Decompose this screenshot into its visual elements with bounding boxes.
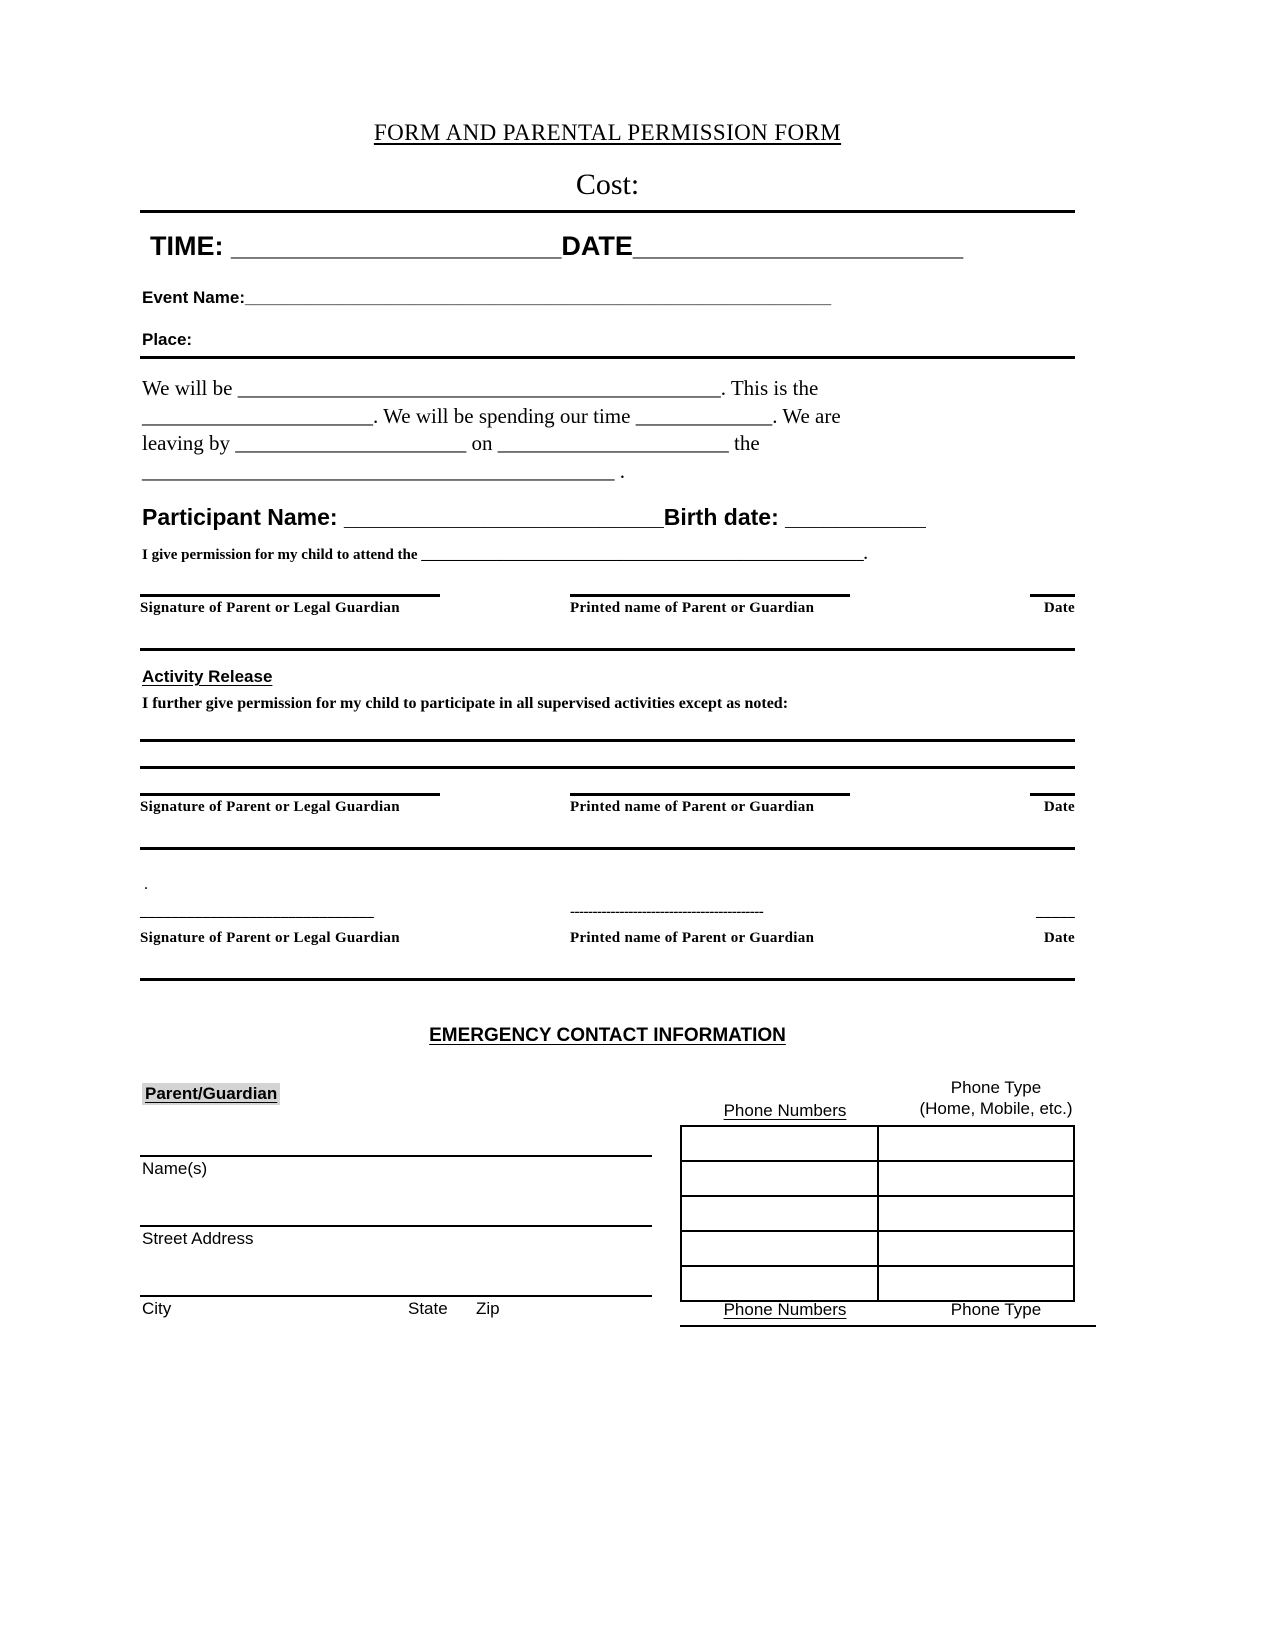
- table-row: [681, 1266, 1074, 1301]
- phone-type-cell[interactable]: [878, 1161, 1075, 1196]
- place-label: Place:: [142, 330, 193, 349]
- printed-name-rule-2[interactable]: [570, 793, 850, 796]
- phone-numbers-header: Phone Numbers: [723, 1100, 847, 1120]
- signature-underscore-rule-3[interactable]: ______________________________: [140, 903, 374, 920]
- phone-type-footer: Phone Type: [950, 1299, 1042, 1319]
- date-caption-3: Date: [1043, 929, 1075, 946]
- divider-place: [140, 356, 1075, 359]
- printed-name-caption-3: Printed name of Parent or Guardian: [570, 929, 815, 946]
- phone-number-cell[interactable]: [681, 1231, 878, 1266]
- phone-number-cell[interactable]: [681, 1161, 878, 1196]
- table-row: [681, 1196, 1074, 1231]
- page-title-text: FORM AND PARENTAL PERMISSION FORM: [373, 120, 842, 145]
- phone-type-cell[interactable]: [878, 1231, 1075, 1266]
- divider-signature-1: [140, 648, 1075, 651]
- signature-caption-2: Signature of Parent or Legal Guardian: [140, 798, 400, 815]
- time-date-line[interactable]: TIME: ______________________DATE______________________: [150, 231, 964, 261]
- phone-type-cell[interactable]: [878, 1126, 1075, 1161]
- emergency-heading: EMERGENCY CONTACT INFORMATION: [429, 1024, 786, 1046]
- parent-guardian-label: Parent/Guardian: [142, 1083, 280, 1105]
- activity-release-text: I further give permission for my child to participate in all supervised activities except as noted:: [142, 694, 789, 712]
- phone-type-header-line-2: (Home, Mobile, etc.): [919, 1099, 1073, 1119]
- printed-name-rule-1[interactable]: [570, 594, 850, 597]
- signature-caption-1: Signature of Parent or Legal Guardian: [140, 599, 400, 616]
- emergency-section: [140, 1063, 1075, 1319]
- phone-number-cell[interactable]: [681, 1126, 878, 1161]
- table-row: [681, 1161, 1074, 1196]
- phone-table: [680, 1125, 1075, 1302]
- participant-name-line[interactable]: Participant Name: _________________________Birth date: ___________: [142, 503, 926, 530]
- event-name-line[interactable]: Event Name:______________________________________________________________: [142, 288, 832, 307]
- printed-name-caption-2: Printed name of Parent or Guardian: [570, 798, 815, 815]
- activity-release-heading: Activity Release: [142, 666, 273, 686]
- cost-label: Cost:: [575, 168, 640, 201]
- divider-signature-3: [140, 978, 1075, 981]
- trip-paragraph[interactable]: [142, 375, 1075, 486]
- phone-number-cell[interactable]: [681, 1266, 878, 1301]
- name-input-rule[interactable]: [140, 1155, 652, 1157]
- printed-name-dashed-rule-3[interactable]: -------------------------------------------: [570, 903, 764, 920]
- signature-rule-2[interactable]: [140, 793, 440, 796]
- phone-type-cell[interactable]: [878, 1266, 1075, 1301]
- phone-number-cell[interactable]: [681, 1196, 878, 1231]
- divider-top: [140, 210, 1075, 213]
- phone-numbers-footer: Phone Numbers: [723, 1299, 847, 1319]
- signature-caption-3: Signature of Parent or Legal Guardian: [140, 929, 400, 946]
- activity-blank-line-2[interactable]: [140, 766, 1075, 769]
- document-content: [140, 120, 1075, 1319]
- phone-type-header: [892, 1077, 1100, 1120]
- table-row: [681, 1231, 1074, 1266]
- city-caption: City: [142, 1298, 172, 1318]
- phone-table-body: [681, 1126, 1074, 1301]
- signature-rule-1[interactable]: [140, 594, 440, 597]
- street-input-rule[interactable]: [140, 1225, 652, 1227]
- street-caption: Street Address: [142, 1228, 254, 1248]
- phone-type-header-line-1: Phone Type: [950, 1077, 1042, 1097]
- table-row: [681, 1126, 1074, 1161]
- trip-paragraph-line-1[interactable]: We will be ______________________________________________. This is the: [142, 376, 819, 400]
- page-title: [140, 120, 1075, 146]
- name-caption: Name(s): [142, 1158, 208, 1178]
- state-caption: State: [408, 1298, 448, 1318]
- trip-paragraph-line-3[interactable]: leaving by ______________________ on ______________________ the: [142, 431, 760, 456]
- signature-block-3: [140, 903, 1075, 964]
- date-caption-2: Date: [1043, 798, 1075, 815]
- trip-paragraph-line-2[interactable]: ______________________. We will be spending our time _____________. We are: [142, 403, 841, 428]
- signature-block-2: [140, 793, 1075, 833]
- signature-block-1: [140, 594, 1075, 634]
- phone-footer-rule: [680, 1325, 1096, 1327]
- divider-signature-2: [140, 847, 1075, 850]
- stray-period: .: [144, 875, 148, 893]
- permission-attend-line[interactable]: I give permission for my child to attend the ___________________________________________________________.: [142, 546, 868, 563]
- zip-caption: Zip: [476, 1298, 500, 1318]
- phone-type-cell[interactable]: [878, 1196, 1075, 1231]
- date-rule-2[interactable]: [1030, 793, 1075, 796]
- printed-name-caption-1: Printed name of Parent or Guardian: [570, 599, 815, 616]
- city-state-zip-rule[interactable]: [140, 1295, 652, 1297]
- date-caption-1: Date: [1043, 599, 1075, 616]
- activity-blank-line-1[interactable]: [140, 739, 1075, 742]
- trip-paragraph-line-4[interactable]: _____________________________________________ .: [142, 459, 625, 484]
- date-underscore-rule-3[interactable]: _____: [1036, 903, 1075, 920]
- date-rule-1[interactable]: [1030, 594, 1075, 597]
